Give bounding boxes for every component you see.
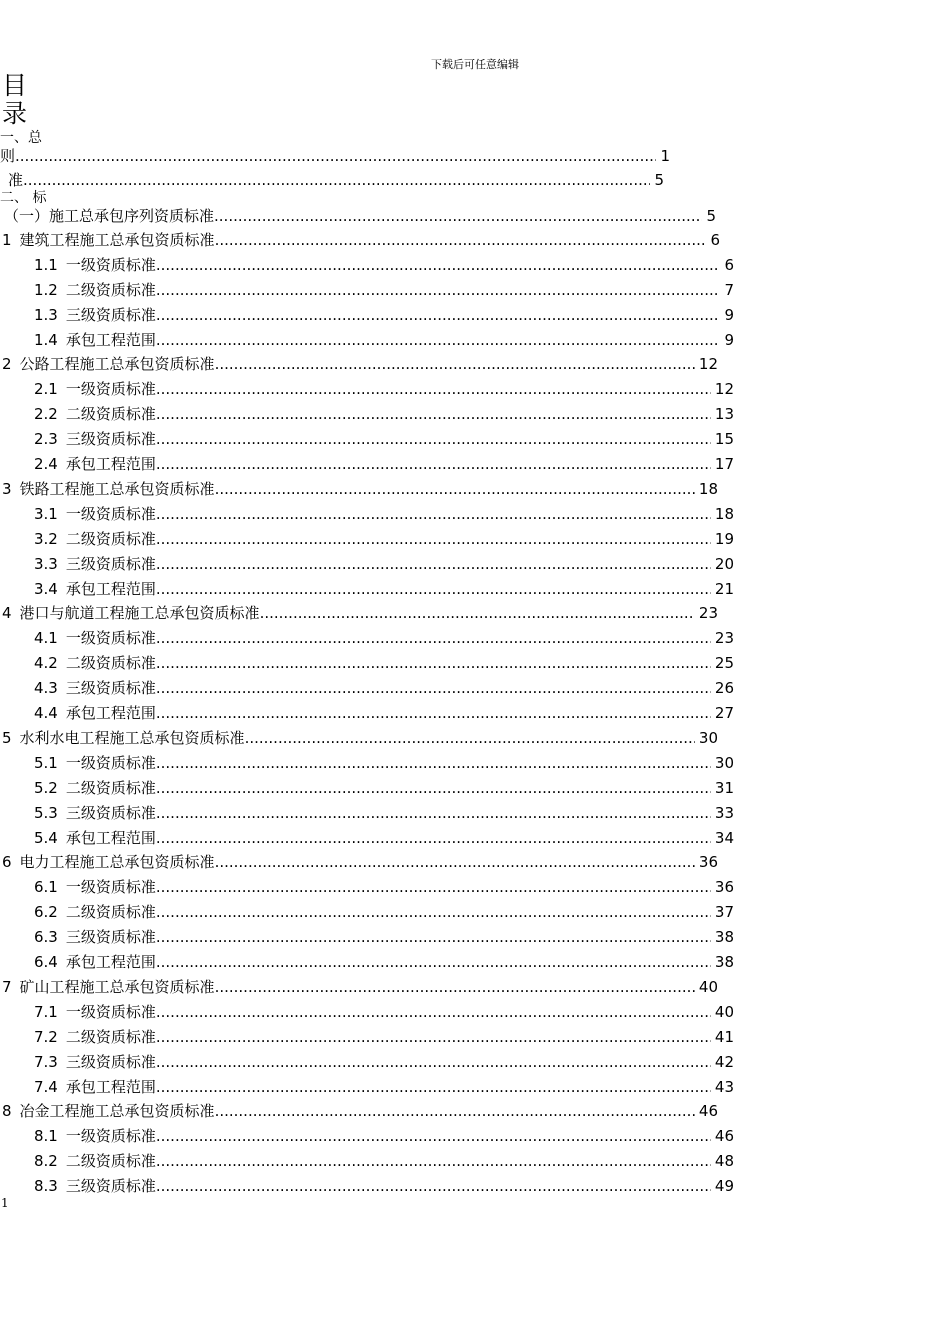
- toc-entry-item[interactable]: [34, 1075, 734, 1099]
- toc-page-number: 30: [714, 754, 734, 772]
- toc-entry-label: 则: [0, 147, 16, 165]
- toc-page-number: 17: [714, 455, 734, 473]
- toc-leader: [215, 352, 695, 376]
- toc-entry-label: 承包工程范围: [65, 580, 156, 598]
- toc-page-number: 40: [714, 1003, 734, 1021]
- toc-leader: [215, 228, 707, 252]
- toc-entry-label: 公路工程施工总承包资质标准: [19, 355, 215, 373]
- toc-page-number: 38: [714, 953, 734, 971]
- toc-entry-label: 三级资质标准: [65, 928, 156, 946]
- toc-entry-item[interactable]: [34, 651, 734, 675]
- toc-page-number: 6: [724, 256, 734, 274]
- toc-entry-number: 3: [2, 480, 12, 498]
- toc-entry-label: 二级资质标准: [65, 281, 156, 299]
- toc-entry-label: 三级资质标准: [65, 1177, 156, 1195]
- toc-entry-item[interactable]: [34, 676, 734, 700]
- toc-leader: [215, 975, 695, 999]
- toc-entry-label: 二级资质标准: [65, 654, 156, 672]
- toc-entry-item[interactable]: [34, 826, 734, 850]
- toc-entry-number: 1.4: [34, 331, 58, 349]
- toc-leader: [156, 452, 711, 476]
- toc-entry-label: （一）施工总承包序列资质标准: [4, 207, 215, 225]
- toc-page-number: 26: [714, 679, 734, 697]
- toc-page-number: 23: [698, 604, 718, 622]
- toc-entry-chapter[interactable]: [2, 726, 718, 750]
- toc-leader: [156, 377, 711, 401]
- toc-entry-number: 7.2: [34, 1028, 58, 1046]
- toc-entry-label: 建筑工程施工总承包资质标准: [19, 231, 215, 249]
- toc-entry-item[interactable]: [34, 1174, 734, 1198]
- toc-entry-label: 三级资质标准: [65, 430, 156, 448]
- toc-entry-chapter[interactable]: [2, 228, 720, 252]
- toc-entry-item[interactable]: [34, 527, 734, 551]
- toc-entry-item[interactable]: [34, 303, 734, 327]
- toc-leader: [156, 1050, 711, 1074]
- toc-page-number: 42: [714, 1053, 734, 1071]
- toc-entry-label: 三级资质标准: [65, 804, 156, 822]
- toc-entry-label: 承包工程范围: [65, 1078, 156, 1096]
- toc-page-number: 41: [714, 1028, 734, 1046]
- toc-page-number: 18: [714, 505, 734, 523]
- toc-leader: [15, 144, 656, 168]
- toc-entry-number: 1.2: [34, 281, 58, 299]
- toc-entry-number: 2.1: [34, 380, 58, 398]
- toc-entry-label: 三级资质标准: [65, 679, 156, 697]
- toc-page-number: 43: [714, 1078, 734, 1096]
- toc-leader: [215, 850, 695, 874]
- toc-entry-label: 三级资质标准: [65, 306, 156, 324]
- footer-page-number: 1: [1, 1196, 9, 1210]
- toc-entry-label: 冶金工程施工总承包资质标准: [19, 1102, 215, 1120]
- toc-entry-number: 1.1: [34, 256, 58, 274]
- toc-entry-item[interactable]: [34, 1149, 734, 1173]
- toc-leader: [156, 1174, 711, 1198]
- toc-page-number: 36: [698, 853, 718, 871]
- toc-leader: [156, 502, 711, 526]
- toc-entry-label: 一级资质标准: [65, 1127, 156, 1145]
- toc-leader: [156, 801, 711, 825]
- toc-entry-label: 承包工程范围: [65, 829, 156, 847]
- toc-leader: [23, 168, 650, 192]
- toc-entry-label: 二级资质标准: [65, 1028, 156, 1046]
- toc-entry-number: 8.2: [34, 1152, 58, 1170]
- toc-entry-number: 7.1: [34, 1003, 58, 1021]
- toc-leader: [156, 676, 711, 700]
- toc-page-number: 38: [714, 928, 734, 946]
- toc-page-number: 34: [714, 829, 734, 847]
- toc-leader: [156, 875, 711, 899]
- toc-entry-number: 2.4: [34, 455, 58, 473]
- toc-entry-section1[interactable]: [0, 144, 670, 168]
- toc-entry-item[interactable]: [34, 626, 734, 650]
- toc-entry-number: 4.4: [34, 704, 58, 722]
- toc-entry-label: 一级资质标准: [65, 1003, 156, 1021]
- toc-leader: [156, 577, 711, 601]
- toc-entry-label: 铁路工程施工总承包资质标准: [19, 480, 215, 498]
- toc-entry-item[interactable]: [34, 552, 734, 576]
- toc-entry-label: 矿山工程施工总承包资质标准: [19, 978, 215, 996]
- toc-leader: [156, 1124, 711, 1148]
- toc-entry-label: 三级资质标准: [65, 1053, 156, 1071]
- toc-leader: [156, 950, 711, 974]
- toc-entry-item[interactable]: [34, 402, 734, 426]
- toc-leader: [156, 701, 711, 725]
- toc-entry-label: 一级资质标准: [65, 380, 156, 398]
- toc-leader: [260, 601, 695, 625]
- toc-entry-number: 5.1: [34, 754, 58, 772]
- toc-page-number: 19: [714, 530, 734, 548]
- toc-leader: [156, 402, 711, 426]
- toc-page-number: 33: [714, 804, 734, 822]
- toc-entry-number: 1.3: [34, 306, 58, 324]
- toc-page-number: 13: [714, 405, 734, 423]
- toc-leader: [156, 751, 711, 775]
- toc-entry-number: 8.1: [34, 1127, 58, 1145]
- section1-prefix: 一、总: [0, 130, 42, 146]
- toc-entry-number: 4.1: [34, 629, 58, 647]
- toc-page-number: 12: [698, 355, 718, 373]
- toc-page-number: 21: [714, 580, 734, 598]
- toc-page-number: 9: [724, 306, 734, 324]
- toc-entry-label: 承包工程范围: [65, 953, 156, 971]
- toc-entry-subsection[interactable]: [4, 204, 716, 228]
- toc-entry-number: 7.3: [34, 1053, 58, 1071]
- toc-entry-number: 3.4: [34, 580, 58, 598]
- toc-entry-number: 6.2: [34, 903, 58, 921]
- toc-entry-item[interactable]: [34, 253, 734, 277]
- page-header-note: 下载后可任意编辑: [431, 58, 519, 71]
- toc-entry-label: 承包工程范围: [65, 455, 156, 473]
- toc-page-number: 25: [714, 654, 734, 672]
- toc-entry-item[interactable]: [34, 1025, 734, 1049]
- toc-entry-item[interactable]: [34, 776, 734, 800]
- toc-entry-item[interactable]: [34, 875, 734, 899]
- toc-entry-number: 7.4: [34, 1078, 58, 1096]
- toc-leader: [156, 527, 711, 551]
- toc-leader: [156, 278, 721, 302]
- toc-entry-number: 8.3: [34, 1177, 58, 1195]
- toc-page-number: 46: [698, 1102, 718, 1120]
- toc-entry-section2[interactable]: [8, 168, 664, 192]
- toc-title-line2: 录: [2, 99, 28, 128]
- toc-entry-item[interactable]: [34, 950, 734, 974]
- toc-page-number: 7: [724, 281, 734, 299]
- toc-entry-label: 一级资质标准: [65, 505, 156, 523]
- toc-entry-chapter[interactable]: [2, 601, 718, 625]
- toc-page-number: 12: [714, 380, 734, 398]
- toc-entry-number: 6.3: [34, 928, 58, 946]
- toc-leader: [156, 303, 721, 327]
- toc-entry-item[interactable]: [34, 278, 734, 302]
- toc-entry-number: 8: [2, 1102, 12, 1120]
- toc-entry-number: 5: [2, 729, 12, 747]
- toc-entry-number: 7: [2, 978, 12, 996]
- toc-leader: [156, 253, 721, 277]
- toc-leader: [156, 900, 711, 924]
- toc-entry-number: 2: [2, 355, 12, 373]
- section2-prefix: 二、 标: [0, 190, 47, 206]
- toc-page-number: 27: [714, 704, 734, 722]
- toc-page-number: 48: [714, 1152, 734, 1170]
- toc-page-number: 9: [724, 331, 734, 349]
- toc-page-number: 5: [654, 171, 664, 189]
- toc-entry-label: 二级资质标准: [65, 405, 156, 423]
- toc-leader: [156, 651, 711, 675]
- toc-page-number: 30: [698, 729, 718, 747]
- toc-page-number: 18: [698, 480, 718, 498]
- toc-entry-item[interactable]: [34, 502, 734, 526]
- toc-entry-chapter[interactable]: [2, 975, 718, 999]
- toc-entry-item[interactable]: [34, 577, 734, 601]
- toc-entry-item[interactable]: [34, 328, 734, 352]
- toc-leader: [156, 1075, 711, 1099]
- toc-entry-label: 水利水电工程施工总承包资质标准: [19, 729, 245, 747]
- toc-leader: [156, 776, 711, 800]
- toc-entry-number: 6.1: [34, 878, 58, 896]
- toc-entry-chapter[interactable]: [2, 1099, 718, 1123]
- toc-page-number: 20: [714, 555, 734, 573]
- toc-leader: [156, 1025, 711, 1049]
- toc-entry-item[interactable]: [34, 1000, 734, 1024]
- toc-entry-chapter[interactable]: [2, 850, 718, 874]
- toc-page-number: 23: [714, 629, 734, 647]
- toc-leader: [156, 626, 711, 650]
- toc-entry-number: 6.4: [34, 953, 58, 971]
- toc-entry-label: 承包工程范围: [65, 704, 156, 722]
- toc-entry-item[interactable]: [34, 801, 734, 825]
- toc-entry-item[interactable]: [34, 377, 734, 401]
- toc-entry-number: 5.2: [34, 779, 58, 797]
- toc-title-line1: 目: [2, 71, 28, 100]
- toc-entry-item[interactable]: [34, 427, 734, 451]
- toc-leader: [215, 477, 695, 501]
- toc-entry-number: 2.2: [34, 405, 58, 423]
- toc-leader: [215, 1099, 695, 1123]
- toc-entry-item[interactable]: [34, 701, 734, 725]
- toc-entry-item[interactable]: [34, 452, 734, 476]
- toc-page-number: 36: [714, 878, 734, 896]
- toc-entry-number: 6: [2, 853, 12, 871]
- toc-entry-number: 5.3: [34, 804, 58, 822]
- toc-entry-chapter[interactable]: [2, 477, 718, 501]
- toc-entry-number: 2.3: [34, 430, 58, 448]
- toc-entry-label: 港口与航道工程施工总承包资质标准: [19, 604, 260, 622]
- toc-entry-number: 4.2: [34, 654, 58, 672]
- toc-entry-chapter[interactable]: [2, 352, 718, 376]
- toc-entry-number: 3.1: [34, 505, 58, 523]
- toc-page-number: 31: [714, 779, 734, 797]
- toc-entry-number: 3.2: [34, 530, 58, 548]
- toc-title: [2, 72, 42, 128]
- toc-entry-item[interactable]: [34, 751, 734, 775]
- toc-entry-label: 准: [8, 171, 24, 189]
- toc-page-number: 46: [714, 1127, 734, 1145]
- toc-entry-label: 电力工程施工总承包资质标准: [19, 853, 215, 871]
- toc-entry-item[interactable]: [34, 1124, 734, 1148]
- toc-page-number: 40: [698, 978, 718, 996]
- toc-page-number: 1: [660, 147, 670, 165]
- toc-page-number: 5: [706, 207, 716, 225]
- toc-leader: [156, 427, 711, 451]
- toc-entry-label: 三级资质标准: [65, 555, 156, 573]
- toc-leader: [156, 925, 711, 949]
- toc-entry-label: 二级资质标准: [65, 530, 156, 548]
- toc-leader: [156, 328, 721, 352]
- toc-entry-label: 二级资质标准: [65, 779, 156, 797]
- toc-page-number: 49: [714, 1177, 734, 1195]
- toc-entry-number: 1: [2, 231, 12, 249]
- toc-page-number: 6: [710, 231, 720, 249]
- toc-leader: [214, 204, 702, 228]
- toc-entry-label: 一级资质标准: [65, 878, 156, 896]
- toc-entry-number: 4.3: [34, 679, 58, 697]
- toc-entry-item[interactable]: [34, 1050, 734, 1074]
- toc-leader: [156, 1149, 711, 1173]
- toc-entry-item[interactable]: [34, 925, 734, 949]
- toc-entry-label: 二级资质标准: [65, 1152, 156, 1170]
- toc-entry-label: 二级资质标准: [65, 903, 156, 921]
- toc-entry-label: 承包工程范围: [65, 331, 156, 349]
- toc-entry-number: 3.3: [34, 555, 58, 573]
- toc-leader: [156, 826, 711, 850]
- toc-entry-number: 4: [2, 604, 12, 622]
- toc-page-number: 15: [714, 430, 734, 448]
- toc-page-number: 37: [714, 903, 734, 921]
- toc-leader: [245, 726, 695, 750]
- toc-leader: [156, 552, 711, 576]
- toc-entry-number: 5.4: [34, 829, 58, 847]
- toc-entry-label: 一级资质标准: [65, 629, 156, 647]
- toc-entry-item[interactable]: [34, 900, 734, 924]
- toc-entry-label: 一级资质标准: [65, 256, 156, 274]
- toc-entry-label: 一级资质标准: [65, 754, 156, 772]
- toc-leader: [156, 1000, 711, 1024]
